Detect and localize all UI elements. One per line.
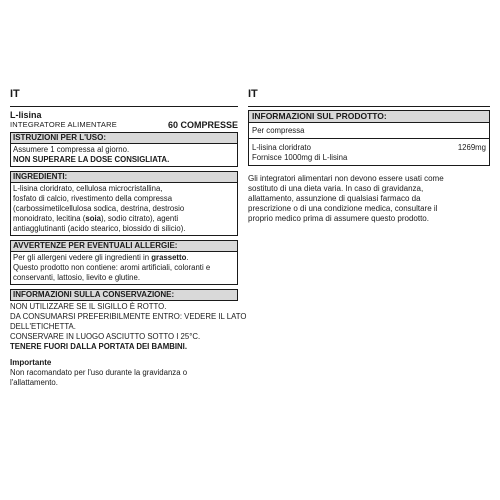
important-title: Importante	[10, 358, 52, 367]
storage-title: INFORMAZIONI SULLA CONSERVAZIONE:	[11, 290, 237, 301]
product-row	[10, 120, 238, 130]
storage-line: CONSERVARE IN LUOGO ASCIUTTO SOTTO I 25°C.	[10, 332, 201, 341]
nutrient-name: L-lisina cloridrato	[252, 143, 311, 152]
usage-body	[11, 144, 237, 166]
tablet-count: 60 COMPRESSE	[167, 120, 238, 130]
important-body	[10, 368, 238, 388]
language-code: IT	[248, 88, 258, 100]
allergens-text: Per gli allergeni vedere gli ingredienti in	[13, 253, 152, 262]
ingredients-body	[11, 183, 237, 235]
allergens-line: conservanti, lattosio, lievito e glutine.	[13, 273, 140, 282]
storage-warning: TENERE FUORI DALLA PORTATA DEI BAMBINI.	[10, 342, 188, 351]
usage-box	[10, 132, 238, 167]
nutrient-row	[249, 139, 489, 165]
allergen-soy: soia	[85, 214, 101, 223]
ingredients-title: INGREDIENTI:	[11, 172, 237, 183]
ingredients-box	[10, 171, 238, 236]
important-line: Non racomandato per l'uso durante la gravidanza o	[10, 368, 188, 377]
allergens-bold-word: grassetto	[151, 253, 187, 262]
allergens-line: Questo prodotto non contiene: aromi artificiali, coloranti e	[13, 263, 211, 272]
nutrient-line	[252, 143, 486, 153]
nutrient-note: Fornisce 1000mg di L-lisina	[252, 153, 348, 162]
storage-line: DELL'ETICHETTA.	[10, 322, 76, 331]
ingredients-text: monoidrato, lecitina (	[13, 214, 86, 223]
notice-line: sostituto di una dieta varia. In caso di gravidanza,	[248, 184, 424, 193]
divider	[10, 106, 238, 107]
nutrient-value: 1269mg	[457, 143, 486, 152]
allergens-box	[10, 240, 238, 285]
label-right-column	[248, 88, 490, 224]
notice-line: allattamento, assunzione di qualsiasi farmaco da	[248, 194, 421, 203]
allergens-title: AVVERTENZE PER EVENTUALI ALLERGIE:	[11, 241, 237, 252]
ingredients-line: fosfato di calcio, rivestimento della compressa	[13, 194, 173, 203]
ingredients-text: ), sodio citrato), agenti	[100, 214, 179, 223]
per-tablet-label: Per compressa	[249, 123, 489, 139]
important-line: l'allattamento.	[10, 378, 58, 387]
usage-title: ISTRUZIONI PER L'USO:	[11, 133, 237, 144]
storage-line: NON UTILIZZARE SE IL SIGILLO È ROTTO.	[10, 302, 167, 311]
usage-line: Assumere 1 compressa al giorno.	[13, 145, 130, 154]
label-left-column	[10, 88, 247, 388]
product-name: L-lisina	[10, 110, 42, 120]
ingredients-line	[13, 214, 235, 224]
storage-body	[10, 301, 247, 352]
notice-line: Gli integratori alimentari non devono essere usati come	[248, 174, 444, 183]
product-info-table	[248, 110, 490, 166]
usage-warning: NON SUPERARE LA DOSE CONSIGLIATA.	[13, 155, 170, 164]
allergens-body	[11, 252, 237, 284]
allergens-line	[13, 253, 235, 263]
ingredients-line: (carbossimetilcellulosa sodica, destrina, destrosio	[13, 204, 185, 213]
divider	[248, 106, 490, 107]
allergens-text: .	[186, 253, 189, 262]
notice-line: proprio medico prima di assumere questo prodotto.	[248, 214, 429, 223]
ingredients-line: antiagglutinanti (acido stearico, biossido di silicio).	[13, 224, 186, 233]
language-code: IT	[10, 88, 20, 100]
ingredients-line: L-lisina cloridrato, cellulosa microcristallina,	[13, 184, 163, 193]
notice-line: prescrizione o di una condizione medica, consultare il	[248, 204, 438, 213]
product-subtitle: INTEGRATORE ALIMENTARE	[10, 120, 117, 129]
storage-line: DA CONSUMARSI PREFERIBILMENTE ENTRO: VEDERE IL LATO	[10, 312, 247, 321]
product-info-title: INFORMAZIONI SUL PRODOTTO:	[249, 111, 489, 123]
storage-box	[10, 289, 238, 301]
supplement-notice	[248, 174, 490, 224]
